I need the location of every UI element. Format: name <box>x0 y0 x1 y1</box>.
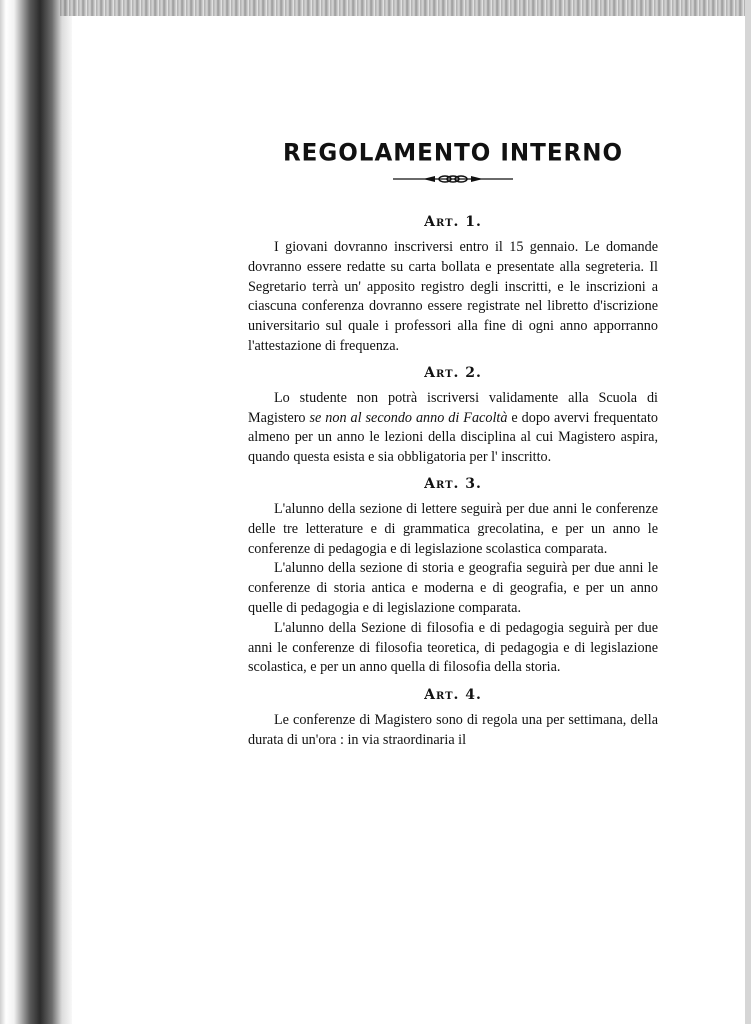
article-heading: Art. 2. <box>424 364 482 381</box>
article-1 <box>248 214 658 357</box>
article-heading: Art. 4. <box>424 687 482 704</box>
paragraph-text: Lo studente non potrà iscriversi validamente alla Scuola di Magistero <box>248 389 658 426</box>
article-2 <box>248 365 658 468</box>
paragraph-italic-text: se non al secondo anno di Facoltà <box>309 409 508 426</box>
page-right-edge <box>745 0 751 1024</box>
article-paragraph: I giovani dovranno inscriversi entro il 15 gennaio. Le domande dovranno essere redatte su carta bollata e presentate alla segreteria. Il Segretario terrà un' apposito registro degli inscritti, e le inscrizioni a ciascuna conferenza dovranno essere registrate nel libretto d'iscrizione universitario sul quale i professori alla fine di ogni anno apporranno l'attestazione di frequenza. <box>248 239 658 354</box>
article-paragraph: L'alunno della Sezione di filosofia e di pedagogia seguirà per due anni le conferenze di filosofia teoretica, di pedagogia e di legislazione scolastica, e per un anno quella di filosofia della storia. <box>248 619 658 676</box>
article-paragraph: L'alunno della sezione di storia e geografia seguirà per due anni le conferenze di storia antica e moderna e di geografia, e per un anno quelle di pedagogia e di legislazione comparata. <box>248 560 658 616</box>
document-page <box>248 140 658 759</box>
title-ornament-icon <box>393 174 513 184</box>
page-top-edge <box>60 0 751 16</box>
article-paragraph: Le conferenze di Magistero sono di regola una per settimana, della durata di un'ora : in via straordinaria il <box>248 712 658 748</box>
article-4 <box>248 687 658 751</box>
article-heading: Art. 1. <box>424 214 482 230</box>
article-paragraph: L'alunno della sezione di lettere seguirà per due anni le conferenze delle tre letterature e di grammatica grecolatina, e per un anno le conferenze di pedagogia e di legislazione scolastica comparata. <box>248 500 658 557</box>
book-spine <box>0 0 72 1024</box>
article-3 <box>248 476 658 678</box>
article-paragraph <box>248 389 658 468</box>
paragraph-text: e dopo avervi frequentato almeno per un anno le lezioni della disciplina al cui Magistero aspira, quando questa esista e sia obbligatoria per l' inscritto. <box>248 409 658 466</box>
article-heading: Art. 3. <box>424 475 482 492</box>
page-title: REGOLAMENTO INTERNO <box>282 139 624 167</box>
